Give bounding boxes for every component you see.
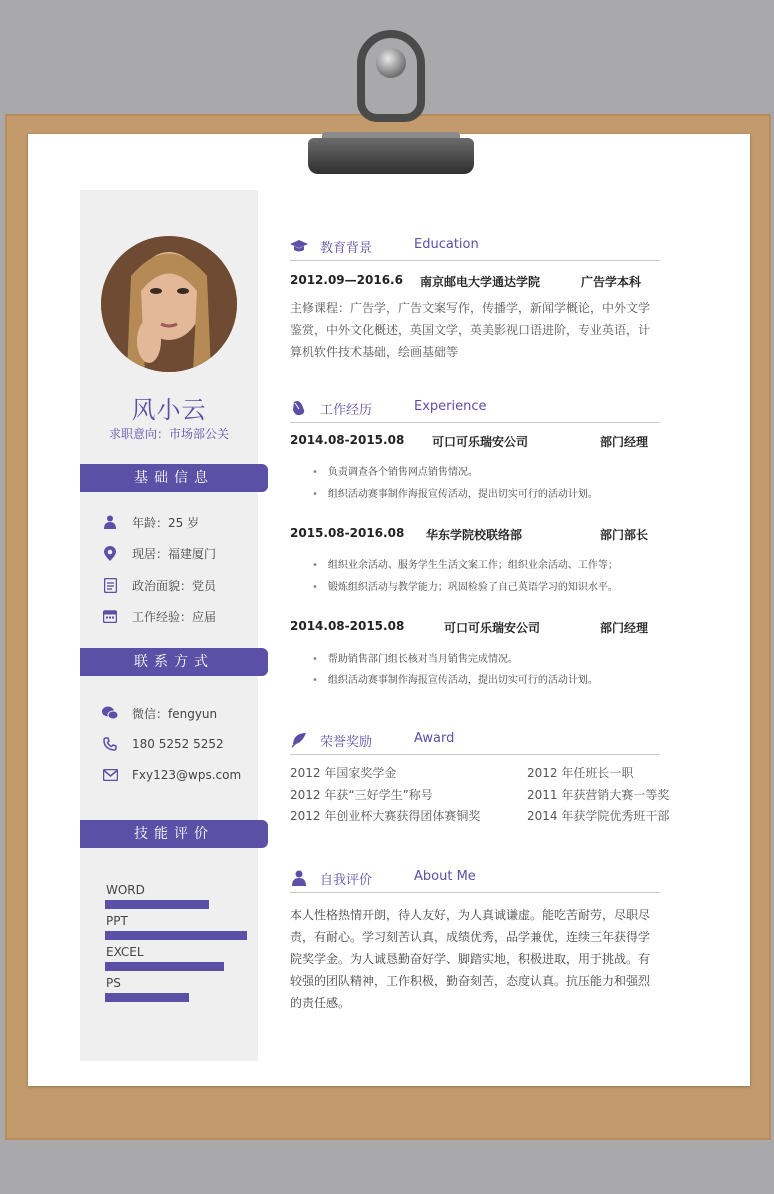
- info-row-experience: [102, 606, 216, 626]
- award-item: 2012 年创业杯大赛获得团体赛铜奖: [290, 809, 481, 823]
- job-role: 部门经理: [600, 621, 649, 635]
- document-icon: [102, 577, 118, 593]
- avatar-photo: [101, 236, 237, 372]
- person-icon: [102, 514, 118, 530]
- about-heading: [290, 866, 660, 893]
- job-company: 可口可乐瑞安公司: [444, 621, 541, 635]
- section-title-zh: 自我评价: [320, 873, 373, 888]
- job-company: 华东学院校联络部: [426, 528, 523, 542]
- job-role: 部门部长: [600, 528, 649, 542]
- info-text: 政治面貌：党员: [132, 578, 217, 593]
- section-title-zh: 教育背景: [320, 241, 373, 256]
- job-bullet: • 锻炼组织活动与教学能力；巩固检验了自己英语学习的知识水平。: [312, 582, 618, 593]
- skill-label: PS: [106, 976, 121, 990]
- candidate-name: 风小云: [131, 396, 207, 424]
- award-item: 2012 年国家奖学金: [290, 766, 397, 780]
- skill-label: WORD: [106, 883, 145, 897]
- about-text: 本人性格热情开朗，待人友好，为人真诚谦虚。能吃苦耐劳，尽职尽责，有耐心。学习刻苦认真，成绩优秀，品学兼优，连续三年获得学院奖学金。为人诚恳勤奋好学、脚踏实地，积极进取，用于挑战。有较强的团队精神，工作积极，勤奋刻苦，态度认真。抗压能力和强烈的责任感。: [290, 908, 651, 1010]
- section-title-zh: 工作经历: [320, 403, 373, 418]
- skill-bar: [105, 993, 189, 1002]
- contact-heading: 联系方式: [80, 648, 268, 676]
- skill-bar: [105, 931, 247, 940]
- education-period: 2012.09—2016.6: [290, 273, 403, 287]
- portrait-image: [101, 236, 237, 372]
- skill-label: EXCEL: [106, 945, 144, 959]
- section-title-en: Experience: [414, 399, 487, 414]
- experience-heading: [290, 396, 660, 423]
- wechat-icon: [102, 705, 118, 721]
- job-bullet: • 组织活动赛事制作海报宣传活动，提出切实可行的活动计划。: [312, 675, 598, 686]
- location-icon: [102, 545, 118, 561]
- info-row-political: [102, 575, 216, 595]
- info-text: 年龄：25 岁: [132, 515, 200, 530]
- job-period: 2015.08-2016.08: [290, 526, 405, 540]
- award-item: 2012 年获“三好学生”称号: [290, 788, 433, 802]
- phone-icon: [102, 736, 118, 752]
- skill-label: PPT: [106, 914, 128, 928]
- education-courses: 主修课程：广告学，广告文案写作，传播学，新闻学概论，中外文学鉴赏，中外文化概述，英国文学，英美影视口语进阶，专业英语，计算机软件技术基础，绘画基础等: [290, 301, 651, 359]
- calendar-icon: [102, 608, 118, 624]
- award-item: 2014 年获学院优秀班干部: [527, 809, 670, 823]
- education-degree: 广告学本科: [581, 275, 642, 289]
- contact-row-wechat: [102, 703, 217, 723]
- job-company: 可口可乐瑞安公司: [432, 435, 529, 449]
- person-icon: [290, 869, 308, 887]
- education-school: 南京邮电大学通达学院: [420, 275, 541, 289]
- skill-bar: [105, 962, 224, 971]
- job-intent: 求职意向：市场部公关: [108, 427, 229, 441]
- section-title-zh: 荣誉奖励: [320, 735, 373, 750]
- job-period: 2014.08-2015.08: [290, 433, 405, 447]
- basic-info-heading: 基础信息: [80, 464, 268, 492]
- section-title-en: Award: [414, 731, 455, 746]
- job-bullet: • 组织业余活动、服务学生生活文案工作；组织业余活动、工作等；: [312, 560, 618, 571]
- leaf-icon: [290, 731, 308, 749]
- section-title-en: About Me: [414, 869, 476, 884]
- award-heading: [290, 728, 660, 755]
- info-text: 现居：福建厦门: [132, 546, 217, 561]
- education-heading: [290, 234, 660, 261]
- mouse-icon: [290, 399, 308, 417]
- contact-row-phone: [102, 734, 224, 754]
- job-bullet: • 负责调查各个销售网点销售情况。: [312, 467, 478, 478]
- info-row-residence: [102, 543, 216, 563]
- award-item: 2011 年获营销大赛一等奖: [527, 788, 670, 802]
- contact-text: Fxy123@wps.com: [132, 768, 242, 782]
- section-title-en: Education: [414, 237, 479, 252]
- skills-heading: 技能评价: [80, 820, 268, 848]
- contact-row-email: [102, 765, 241, 785]
- graduation-cap-icon: [290, 237, 308, 255]
- info-text: 工作经验：应届: [132, 609, 217, 624]
- info-row-age: [102, 512, 199, 532]
- skill-bar: [105, 900, 209, 909]
- job-bullet: • 组织活动赛事制作海报宣传活动，提出切实可行的活动计划。: [312, 489, 598, 500]
- job-period: 2014.08-2015.08: [290, 619, 405, 633]
- binder-clip: [308, 138, 474, 174]
- email-icon: [102, 767, 118, 783]
- job-role: 部门经理: [600, 435, 649, 449]
- job-bullet: • 帮助销售部门组长核对当月销售完成情况。: [312, 654, 518, 665]
- binder-clip-knob: [376, 48, 406, 78]
- contact-text: 180 5252 5252: [132, 737, 224, 751]
- award-item: 2012 年任班长一职: [527, 766, 634, 780]
- contact-text: 微信：fengyun: [132, 706, 218, 721]
